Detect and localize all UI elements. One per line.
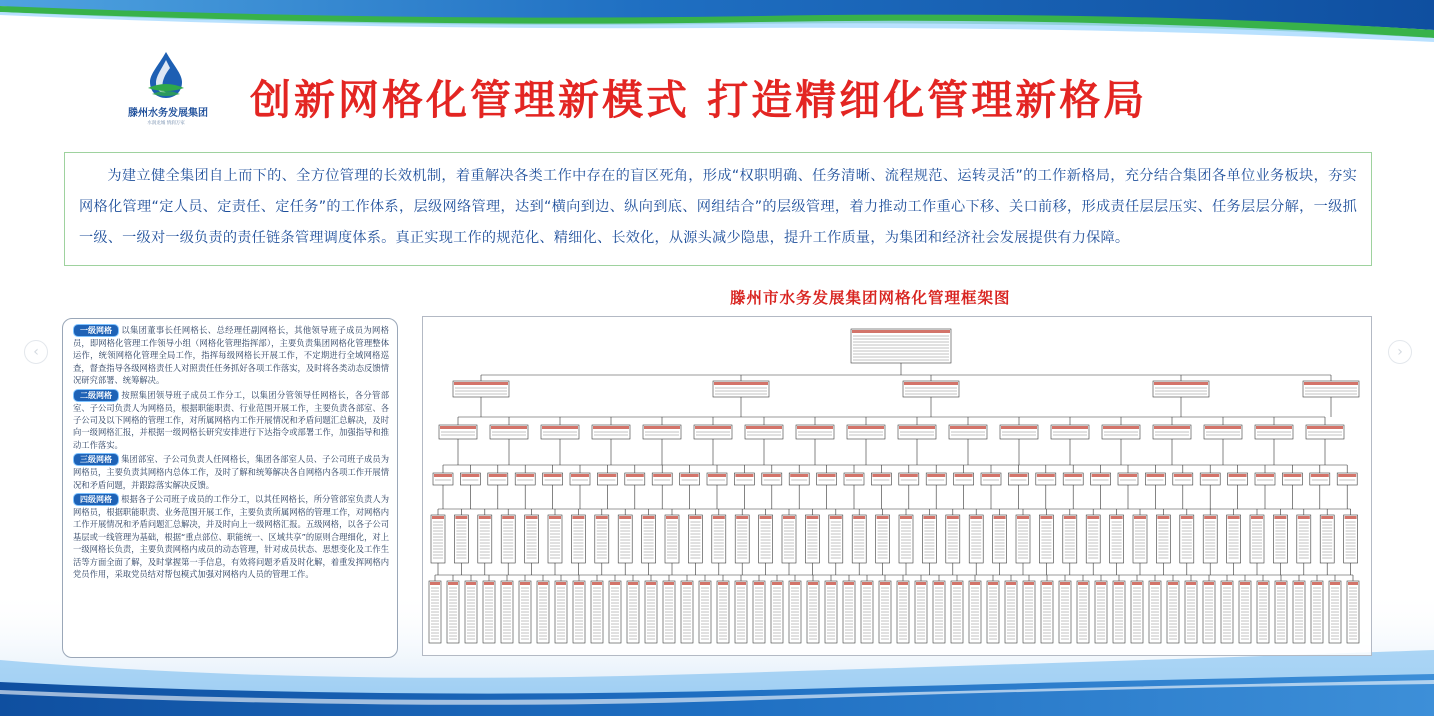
level-2-badge: 二级网格	[73, 389, 119, 402]
level-4-text: 根据各子公司班子成员的工作分工，以其任网格长，所分管部室负责人为网格员，根据职能职责、业务范围开展工作，主要负责所属网格的管理工作，对网格内工作开展情况和矛盾问题汇总解决，并及时向上一级网格汇报。五级网格，以各子公司基层或一线管理为基础，根据“重点部位、职能统一、区域共享”的原则合理细化，对上一级网格长负责，主要负责网格内成员的动态管理，针对成员状态、思想变化及工作生活等方面全面了解，及时掌握第一手信息，有效将问题矛盾及时化解，着重发挥网格内党员作用，采取党员结对帮包模式加强对网格内人员的管理工作。	[73, 494, 389, 580]
grid-level-description-panel	[62, 318, 398, 658]
main-title: 创新网格化管理新模式 打造精细化管理新格局	[250, 76, 1148, 124]
level-3-description	[73, 453, 389, 491]
water-drop-logo-icon	[140, 50, 192, 102]
level-4-badge: 四级网格	[73, 493, 119, 506]
level-2-description	[73, 389, 389, 452]
level-4-description	[73, 493, 389, 580]
level-3-badge: 三级网格	[73, 453, 119, 466]
logo-tagline: 水润龙城 情润万家	[147, 120, 185, 126]
logo-name: 滕州水务发展集团	[128, 108, 208, 119]
chart-title: 滕州市水务发展集团网格化管理框架图	[730, 288, 1011, 307]
level-1-badge: 一级网格	[73, 324, 119, 337]
intro-box	[64, 152, 1372, 266]
top-decorative-band	[0, 0, 1434, 48]
chevron-left-icon: ‹	[24, 340, 48, 364]
org-chart-frame	[422, 316, 1372, 656]
org-chart-diagram	[423, 317, 1371, 655]
level-3-text: 集团部室、子公司负责人任网格长，集团各部室人员、子公司班子成员为网格员，主要负责其网格内总体工作，及时了解和统筹解决各自网格内各项工作开展情况和矛盾问题，并跟踪落实解决反馈。	[73, 454, 389, 490]
level-2-text: 按照集团领导班子成员工作分工，以集团分管领导任网格长，各分管部室、子公司负责人为网格员，根据职能职责、行业范围开展工作，主要负责各部室、各子公司及以下网格的管理工作，对所属网格内工作开展情况和矛盾问题汇总解决，及时向一级网格汇报，并根据一级网格长研究安排进行下达指令或部署工作，加强指导和推动工作落实。	[73, 389, 389, 450]
intro-text: 为建立健全集团自上而下的、全方位管理的长效机制，着重解决各类工作中存在的盲区死角，形成“权职明确、任务清晰、流程规范、运转灵活”的工作新格局，充分结合集团各单位业务板块，夯实网格化管理“定人员、定责任、定任务”的工作体系，层级网络管理，达到“横向到边、纵向到底、网组结合”的层级管理，着力推动工作重心下移、关口前移，形成责任层层压实、任务层层分解，一级抓一级、一级对一级负责的责任链条管理调度体系。真正实现工作的规范化、精细化、长效化，从源头减少隐患，提升工作质量，为集团和经济社会发展提供有力保障。	[79, 168, 1357, 246]
org-node-level-1	[851, 329, 951, 363]
level-1-description	[73, 324, 389, 387]
level-1-text: 以集团董事长任网格长、总经理任副网格长，其他领导班子成员为网格员，即网格化管理工作领导小组（网格化管理指挥部），主要负责集团网格化管理整体运作，统领网格化管理全局工作，指挥每级网格长开展工作，不定期进行全域网格巡查，督查指导各级网格责任人对照责任任务抓好各项工作落实，及时将各类动态反馈情况研究部署、统筹解决。	[73, 325, 389, 386]
chevron-right-icon: ›	[1388, 340, 1412, 364]
company-logo	[128, 50, 208, 130]
